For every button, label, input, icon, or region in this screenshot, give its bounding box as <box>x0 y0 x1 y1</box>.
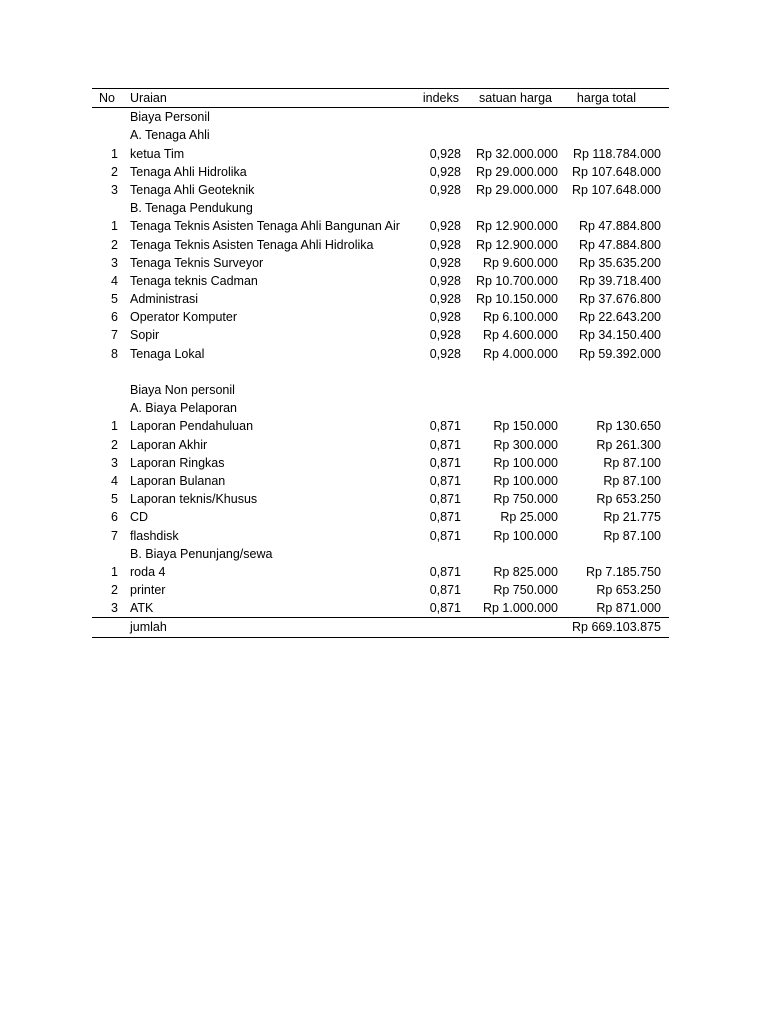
cell-uraian: ketua Tim <box>130 146 185 161</box>
section-title-row <box>92 381 669 399</box>
cell-harga-total: Rp 118.784.000 <box>572 146 661 161</box>
cell-satuan-harga: Rp 100.000 <box>493 528 558 543</box>
header-harga-total: harga total <box>576 91 636 105</box>
cell-no: 1 <box>111 219 118 234</box>
table-row <box>92 217 669 235</box>
table-row <box>92 454 669 472</box>
cell-satuan-harga: Rp 10.150.000 <box>475 292 558 307</box>
cell-indeks: 0,928 <box>429 237 461 252</box>
cell-harga-total: Rp 261.300 <box>596 437 661 452</box>
table-row <box>92 308 669 326</box>
cell-no: 4 <box>111 473 118 488</box>
cell-no: 5 <box>111 292 118 307</box>
cell-no: 5 <box>111 492 118 507</box>
cell-uraian: Sopir <box>130 328 160 343</box>
table-row <box>92 563 669 581</box>
header-no: No <box>99 91 115 105</box>
cell-satuan-harga: Rp 12.900.000 <box>475 219 558 234</box>
table-row <box>92 145 669 163</box>
cell-indeks: 0,871 <box>429 528 461 543</box>
cell-indeks: 0,871 <box>429 564 461 579</box>
cost-table <box>92 88 669 638</box>
cell-harga-total: Rp 39.718.400 <box>578 273 661 288</box>
cell-satuan-harga: Rp 300.000 <box>493 437 558 452</box>
group-title-row <box>92 399 669 417</box>
table-row <box>92 599 669 617</box>
cell-uraian: Laporan Bulanan <box>130 473 226 488</box>
cell-indeks: 0,871 <box>429 455 461 470</box>
cell-no: 3 <box>111 182 118 197</box>
total-label: jumlah <box>130 620 167 635</box>
cell-harga-total: Rp 87.100 <box>603 455 661 470</box>
table-row <box>92 181 669 199</box>
cell-satuan-harga: Rp 750.000 <box>493 492 558 507</box>
cell-satuan-harga: Rp 150.000 <box>493 419 558 434</box>
cell-satuan-harga: Rp 6.100.000 <box>482 310 558 325</box>
cell-satuan-harga: Rp 750.000 <box>493 583 558 598</box>
cell-satuan-harga: Rp 9.600.000 <box>482 255 558 270</box>
cell-uraian: Tenaga Ahli Geoteknik <box>130 182 255 197</box>
cell-indeks: 0,928 <box>429 346 461 361</box>
cell-harga-total: Rp 130.650 <box>596 419 661 434</box>
table-row <box>92 472 669 490</box>
cell-indeks: 0,871 <box>429 601 461 616</box>
cell-no: 7 <box>111 528 118 543</box>
cell-no: 3 <box>111 455 118 470</box>
cell-uraian: Laporan Ringkas <box>130 455 225 470</box>
cell-uraian: Tenaga Teknis Asisten Tenaga Ahli Hidrolika <box>130 237 374 252</box>
cell-no: 1 <box>111 419 118 434</box>
table-row <box>92 272 669 290</box>
cell-harga-total: Rp 653.250 <box>596 492 661 507</box>
table-row <box>92 417 669 435</box>
cell-no: 2 <box>111 583 118 598</box>
table-row <box>92 290 669 308</box>
cell-no: 7 <box>111 328 118 343</box>
cell-no: 3 <box>111 601 118 616</box>
table-row <box>92 508 669 526</box>
cell-satuan-harga: Rp 4.600.000 <box>482 328 558 343</box>
section-title: Biaya Personil <box>130 110 210 125</box>
cell-satuan-harga: Rp 25.000 <box>500 510 558 525</box>
header-indeks: indeks <box>422 91 459 105</box>
table-row <box>92 527 669 545</box>
cell-harga-total: Rp 47.884.800 <box>578 219 661 234</box>
cell-uraian: Laporan Pendahuluan <box>130 419 254 434</box>
section-title: Biaya Non personil <box>130 383 235 397</box>
cell-uraian: Tenaga Lokal <box>130 346 205 361</box>
cell-satuan-harga: Rp 1.000.000 <box>482 601 558 616</box>
cell-indeks: 0,928 <box>429 182 461 197</box>
cell-uraian: Operator Komputer <box>130 310 237 325</box>
cell-harga-total: Rp 47.884.800 <box>578 237 661 252</box>
cell-no: 1 <box>111 564 118 579</box>
group-title: A. Tenaga Ahli <box>130 128 210 143</box>
cell-indeks: 0,871 <box>429 419 461 434</box>
cell-uraian: roda 4 <box>130 564 166 579</box>
cell-uraian: ATK <box>130 601 154 616</box>
header-satuan-harga: satuan harga <box>479 91 552 105</box>
cell-indeks: 0,871 <box>429 492 461 507</box>
cell-no: 2 <box>111 437 118 452</box>
cell-harga-total: Rp 59.392.000 <box>578 346 661 361</box>
cell-satuan-harga: Rp 29.000.000 <box>475 182 558 197</box>
cell-indeks: 0,928 <box>429 310 461 325</box>
cell-harga-total: Rp 22.643.200 <box>578 310 661 325</box>
cell-harga-total: Rp 7.185.750 <box>585 564 661 579</box>
table-row <box>92 581 669 599</box>
cell-no: 3 <box>111 255 118 270</box>
cell-indeks: 0,928 <box>429 146 461 161</box>
cell-harga-total: Rp 87.100 <box>603 473 661 488</box>
cell-satuan-harga: Rp 100.000 <box>493 455 558 470</box>
cell-indeks: 0,871 <box>429 437 461 452</box>
cell-satuan-harga: Rp 825.000 <box>493 564 558 579</box>
cell-satuan-harga: Rp 10.700.000 <box>475 273 558 288</box>
cell-indeks: 0,928 <box>429 292 461 307</box>
cell-indeks: 0,928 <box>429 273 461 288</box>
cell-no: 4 <box>111 273 118 288</box>
cell-satuan-harga: Rp 4.000.000 <box>482 346 558 361</box>
table-row <box>92 490 669 508</box>
cell-no: 8 <box>111 346 118 361</box>
cell-satuan-harga: Rp 12.900.000 <box>475 237 558 252</box>
cell-uraian: Tenaga Teknis Surveyor <box>130 255 264 270</box>
table-row <box>92 163 669 181</box>
cell-harga-total: Rp 871.000 <box>596 601 661 616</box>
group-title: B. Biaya Penunjang/sewa <box>130 546 273 561</box>
cell-uraian: Tenaga teknis Cadman <box>130 273 258 288</box>
cell-harga-total: Rp 107.648.000 <box>572 164 661 179</box>
group-title-row <box>92 199 669 217</box>
group-title: A. Biaya Pelaporan <box>130 401 238 416</box>
cell-indeks: 0,871 <box>429 583 461 598</box>
bottom-rule <box>92 637 669 638</box>
cell-indeks: 0,928 <box>429 164 461 179</box>
cell-indeks: 0,928 <box>429 219 461 234</box>
cell-uraian: CD <box>130 510 149 525</box>
table-body <box>92 108 669 617</box>
header-uraian: Uraian <box>130 91 167 105</box>
cell-no: 6 <box>111 310 118 325</box>
group-title-row <box>92 545 669 563</box>
cell-harga-total: Rp 653.250 <box>596 583 661 598</box>
section-title-row <box>92 108 669 126</box>
cell-uraian: Tenaga Ahli Hidrolika <box>130 164 247 179</box>
group-title-row <box>92 126 669 144</box>
cell-satuan-harga: Rp 100.000 <box>493 473 558 488</box>
cell-no: 2 <box>111 237 118 252</box>
cell-uraian: Laporan Akhir <box>130 437 208 452</box>
cell-harga-total: Rp 37.676.800 <box>578 292 661 307</box>
table-row <box>92 326 669 344</box>
cell-indeks: 0,928 <box>429 328 461 343</box>
cell-uraian: Administrasi <box>130 292 199 307</box>
cell-harga-total: Rp 21.775 <box>603 510 661 525</box>
group-title: B. Tenaga Pendukung <box>130 201 253 216</box>
cell-uraian: Tenaga Teknis Asisten Tenaga Ahli Bangunan Air <box>130 219 400 234</box>
cell-harga-total: Rp 87.100 <box>603 528 661 543</box>
table-row <box>92 236 669 254</box>
cell-harga-total: Rp 107.648.000 <box>572 182 661 197</box>
cell-no: 6 <box>111 510 118 525</box>
cell-harga-total: Rp 34.150.400 <box>578 328 661 343</box>
table-header <box>92 89 669 107</box>
cell-uraian: flashdisk <box>130 528 179 543</box>
total-row <box>92 618 669 636</box>
table-row <box>92 436 669 454</box>
table-row <box>92 345 669 363</box>
cell-satuan-harga: Rp 32.000.000 <box>475 146 558 161</box>
cell-uraian: Laporan teknis/Khusus <box>130 492 258 507</box>
cell-indeks: 0,871 <box>429 473 461 488</box>
total-value: Rp 669.103.875 <box>572 620 661 635</box>
cell-uraian: printer <box>130 583 166 598</box>
cell-no: 1 <box>111 146 118 161</box>
spacer-row <box>92 363 669 381</box>
cell-indeks: 0,928 <box>429 255 461 270</box>
cell-no: 2 <box>111 164 118 179</box>
cell-harga-total: Rp 35.635.200 <box>578 255 661 270</box>
cell-satuan-harga: Rp 29.000.000 <box>475 164 558 179</box>
cell-indeks: 0,871 <box>429 510 461 525</box>
table-row <box>92 254 669 272</box>
